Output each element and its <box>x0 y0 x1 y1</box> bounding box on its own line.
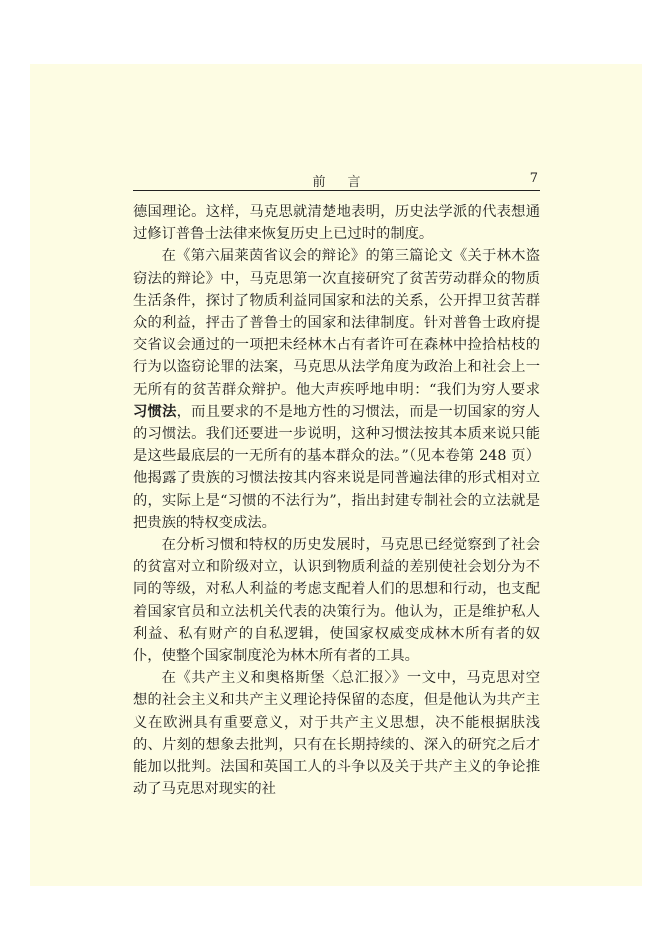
bold-term-customary-law: 习惯法 <box>133 403 177 420</box>
paragraph-2-run-3: ，而且要求的不是地方性的习惯法，而是一切国家的穷人的习惯法。我们还要进一步说明，这种习惯法按其本质来说只能是这些最底层的一无所有的基本群众的法。”（见本卷第 248 页）他揭露了贵族的习惯法按其内容来说是同普遍法律的形式相对立的，实际上是“习惯的不法行为”，指出封建专制社会的立法就是把贵族的特权变成法。 <box>133 403 541 531</box>
paragraph-2-run-1: 在《第六届莱茵省议会的辩论》的第三篇论文《关于林木盗窃法的辩论》中，马克思第一次直接研究了贫苦劳动群众的物质生活条件，探讨了物质利益同国家和法的关系，公开捍卫贫苦群众的利益，抨击了普鲁士的国家和法律制度。针对普鲁士政府提交省议会通过的一项把未经林木占有者许可在森林中捡拾枯枝的行为以盗窃论罪的法案，马克思从法学角度为政治上和社会上一无所有的贫苦群众辩护。他大声疾呼地申明：“我们为穷人要求 <box>133 248 540 398</box>
page-number: 7 <box>529 171 538 186</box>
body-text <box>133 201 540 800</box>
paragraph-3: 在分析习惯和特权的历史发展时，马克思已经觉察到了社会的贫富对立和阶级对立，认识到物质利益的差别使社会划分为不同的等级，对私人利益的考虑支配着人们的思想和行动，也支配着国家官员和立法机关代表的决策行为。他认为，正是维护私人利益、私有财产的自私逻辑，使国家权威变成林木所有者的奴仆，使整个国家制度沦为林木所有者的工具。 <box>133 537 540 665</box>
running-header <box>133 170 540 191</box>
paragraph-4: 在《共产主义和奥格斯堡〈总汇报〉》一文中，马克思对空想的社会主义和共产主义理论持保留的态度，但是他认为共产主义在欧洲具有重要意义，对于共产主义思想，决不能根据肤浅的、片刻的想象去批判，只有在长期持续的、深入的研究之后才能加以批判。法国和英国工人的斗争以及关于共产主义的争论推动了马克思对现实的社 <box>133 670 540 798</box>
paragraph-2 <box>133 245 540 534</box>
paragraph-1: 德国理论。这样，马克思就清楚地表明，历史法学派的代表想通过修订普鲁士法律来恢复历史上已过时的制度。 <box>133 204 540 243</box>
header-title: 前言 <box>312 175 383 190</box>
